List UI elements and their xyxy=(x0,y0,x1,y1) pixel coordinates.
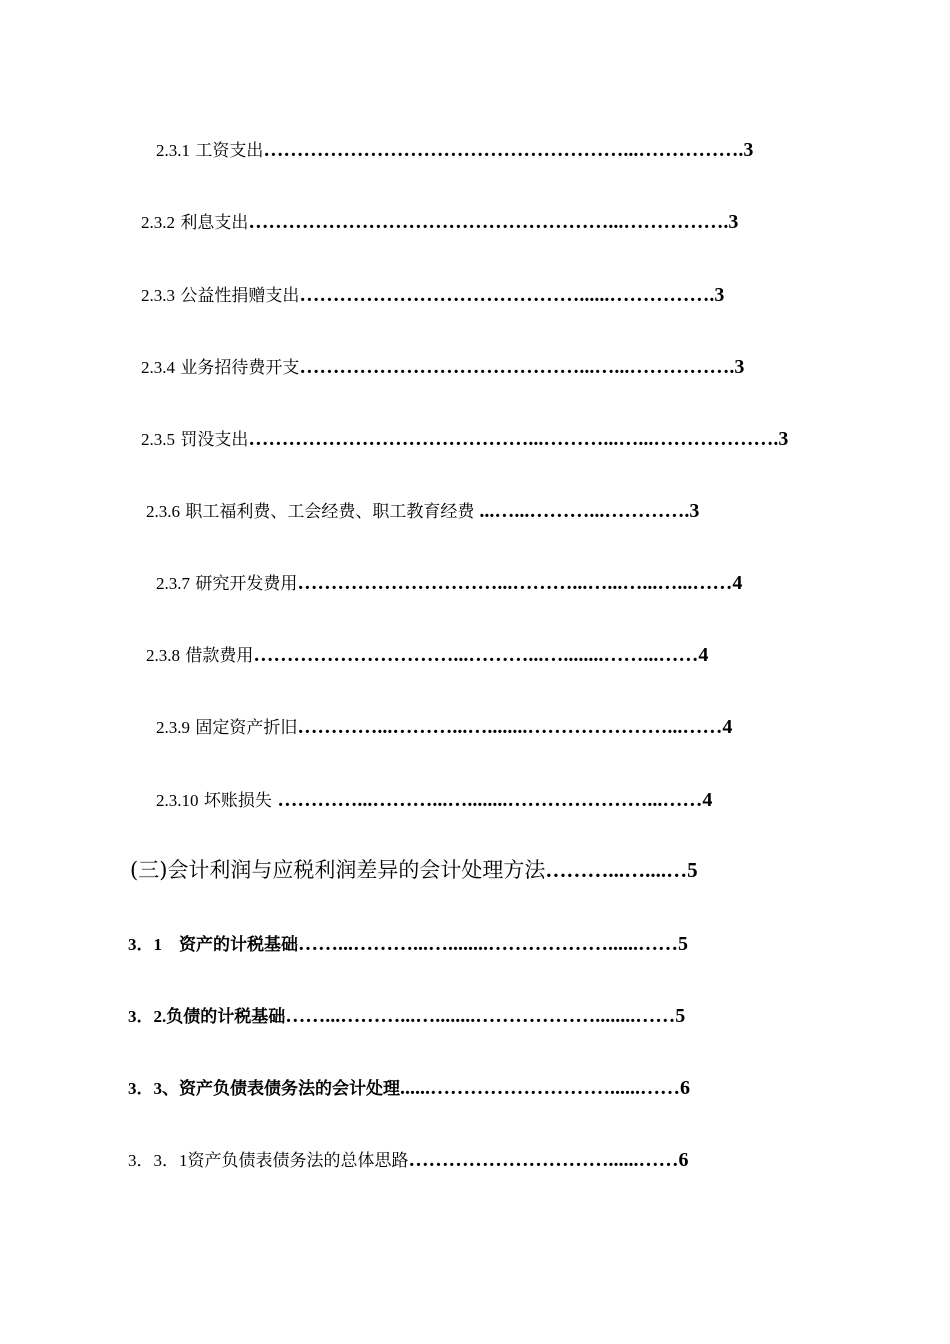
toc-number: 2.3.1 xyxy=(156,141,190,160)
toc-entry-3-1[interactable] xyxy=(128,934,688,954)
toc-title: 资产的计税基础 xyxy=(162,935,298,955)
toc-title: 利息支出 xyxy=(180,213,249,233)
toc-page-number: 3 xyxy=(734,356,745,378)
toc-page-number: 5 xyxy=(687,858,698,882)
toc-page-number: 3 xyxy=(689,500,700,522)
toc-number: 3．1 xyxy=(128,935,162,954)
toc-title: 借款费用 xyxy=(185,646,254,666)
toc-title: (三)会计利润与应税利润差异的会计处理方法 xyxy=(130,858,546,882)
toc-page-number: 3 xyxy=(728,211,739,233)
toc-entry-2-3-3[interactable] xyxy=(141,285,724,305)
toc-entry-2-3-6[interactable] xyxy=(146,501,699,521)
toc-title: 罚没支出 xyxy=(180,430,249,450)
toc-entry-section-3[interactable] xyxy=(130,860,698,881)
toc-leader-dots: ……...………...…........………………......…… xyxy=(298,933,678,955)
toc-page-number: 6 xyxy=(678,1149,689,1171)
toc-title: 资产负债表债务法的总体思路 xyxy=(187,1151,409,1171)
toc-entry-3-3[interactable] xyxy=(128,1078,690,1098)
toc-number: 2.3.6 xyxy=(146,502,180,521)
toc-leader-dots: ……………………………………...…...……………. xyxy=(299,356,735,378)
toc-entry-3-2[interactable] xyxy=(128,1006,685,1026)
toc-leader-dots: …………...………...…........…………………...…… xyxy=(297,716,723,738)
toc-page-number: 4 xyxy=(702,789,713,811)
toc-number: 2.3.5 xyxy=(141,430,175,449)
toc-title: 坏账损失 xyxy=(203,791,278,811)
toc-leader-dots: …………...………...…........…………………...…… xyxy=(277,789,703,811)
toc-number: 3．2. xyxy=(128,1007,167,1026)
toc-title: 业务招待费开支 xyxy=(180,358,300,378)
toc-leader-dots: ...…...………...…………. xyxy=(474,500,690,522)
toc-page-number: 4 xyxy=(722,716,733,738)
toc-number: 2.3.4 xyxy=(141,358,175,377)
toc-number: 2.3.9 xyxy=(156,718,190,737)
toc-title: 研究开发费用 xyxy=(195,574,298,594)
toc-leader-dots: …………………………...………...…...…...…...…… xyxy=(297,572,733,594)
toc-leader-dots: ……………………………………......……………. xyxy=(299,284,715,306)
toc-entry-2-3-7[interactable] xyxy=(156,573,742,593)
toc-leader-dots: ......………………………......…… xyxy=(400,1077,680,1099)
toc-entry-2-3-8[interactable] xyxy=(146,645,708,665)
toc-page-number: 6 xyxy=(680,1077,690,1099)
toc-page-number: 4 xyxy=(698,644,709,666)
toc-leader-dots: …………………………......…… xyxy=(408,1149,679,1171)
toc-leader-dots: ………………………………………………...……………. xyxy=(248,211,729,233)
toc-number: 3．3．1 xyxy=(128,1151,188,1170)
toc-number: 2.3.8 xyxy=(146,646,180,665)
toc-title: 公益性捐赠支出 xyxy=(180,286,300,306)
toc-leader-dots: ……...………...…........………………........…… xyxy=(285,1005,676,1027)
toc-page-number: 5 xyxy=(678,933,688,955)
toc-entry-3-3-1[interactable] xyxy=(128,1150,689,1170)
toc-leader-dots: …………………………...………...…........……...…… xyxy=(253,644,699,666)
toc-entry-2-3-5[interactable] xyxy=(141,429,788,449)
toc-number: 2.3.10 xyxy=(156,791,199,810)
toc-title: 工资支出 xyxy=(195,141,264,161)
toc-title: 职工福利费、工会经费、职工教育经费 xyxy=(185,502,475,522)
toc-number: 2.3.2 xyxy=(141,213,175,232)
toc-entry-2-3-4[interactable] xyxy=(141,357,744,377)
toc-page-number: 3 xyxy=(714,284,725,306)
toc-page-number: 4 xyxy=(732,572,743,594)
toc-title: 固定资产折旧 xyxy=(195,718,298,738)
toc-number: 2.3.7 xyxy=(156,574,190,593)
toc-entry-2-3-10[interactable] xyxy=(156,790,712,810)
toc-entry-2-3-2[interactable] xyxy=(141,212,738,232)
toc-page-number: 3 xyxy=(743,139,754,161)
toc-page-number: 5 xyxy=(675,1005,686,1027)
toc-leader-dots: ………...…....… xyxy=(545,858,688,882)
toc-title: 负债的计税基础 xyxy=(166,1007,286,1027)
toc-page-number: 3 xyxy=(778,428,789,450)
toc-number: 2.3.3 xyxy=(141,286,175,305)
toc-entry-2-3-9[interactable] xyxy=(156,717,732,737)
toc-entry-2-3-1[interactable] xyxy=(156,140,753,160)
toc-leader-dots: ……………………………………...………...…...………………. xyxy=(248,428,779,450)
toc-title: 资产负债表债务法的会计处理 xyxy=(179,1079,400,1099)
toc-leader-dots: ………………………………………………...……………. xyxy=(263,139,744,161)
toc-number: 3．3、 xyxy=(128,1079,179,1098)
